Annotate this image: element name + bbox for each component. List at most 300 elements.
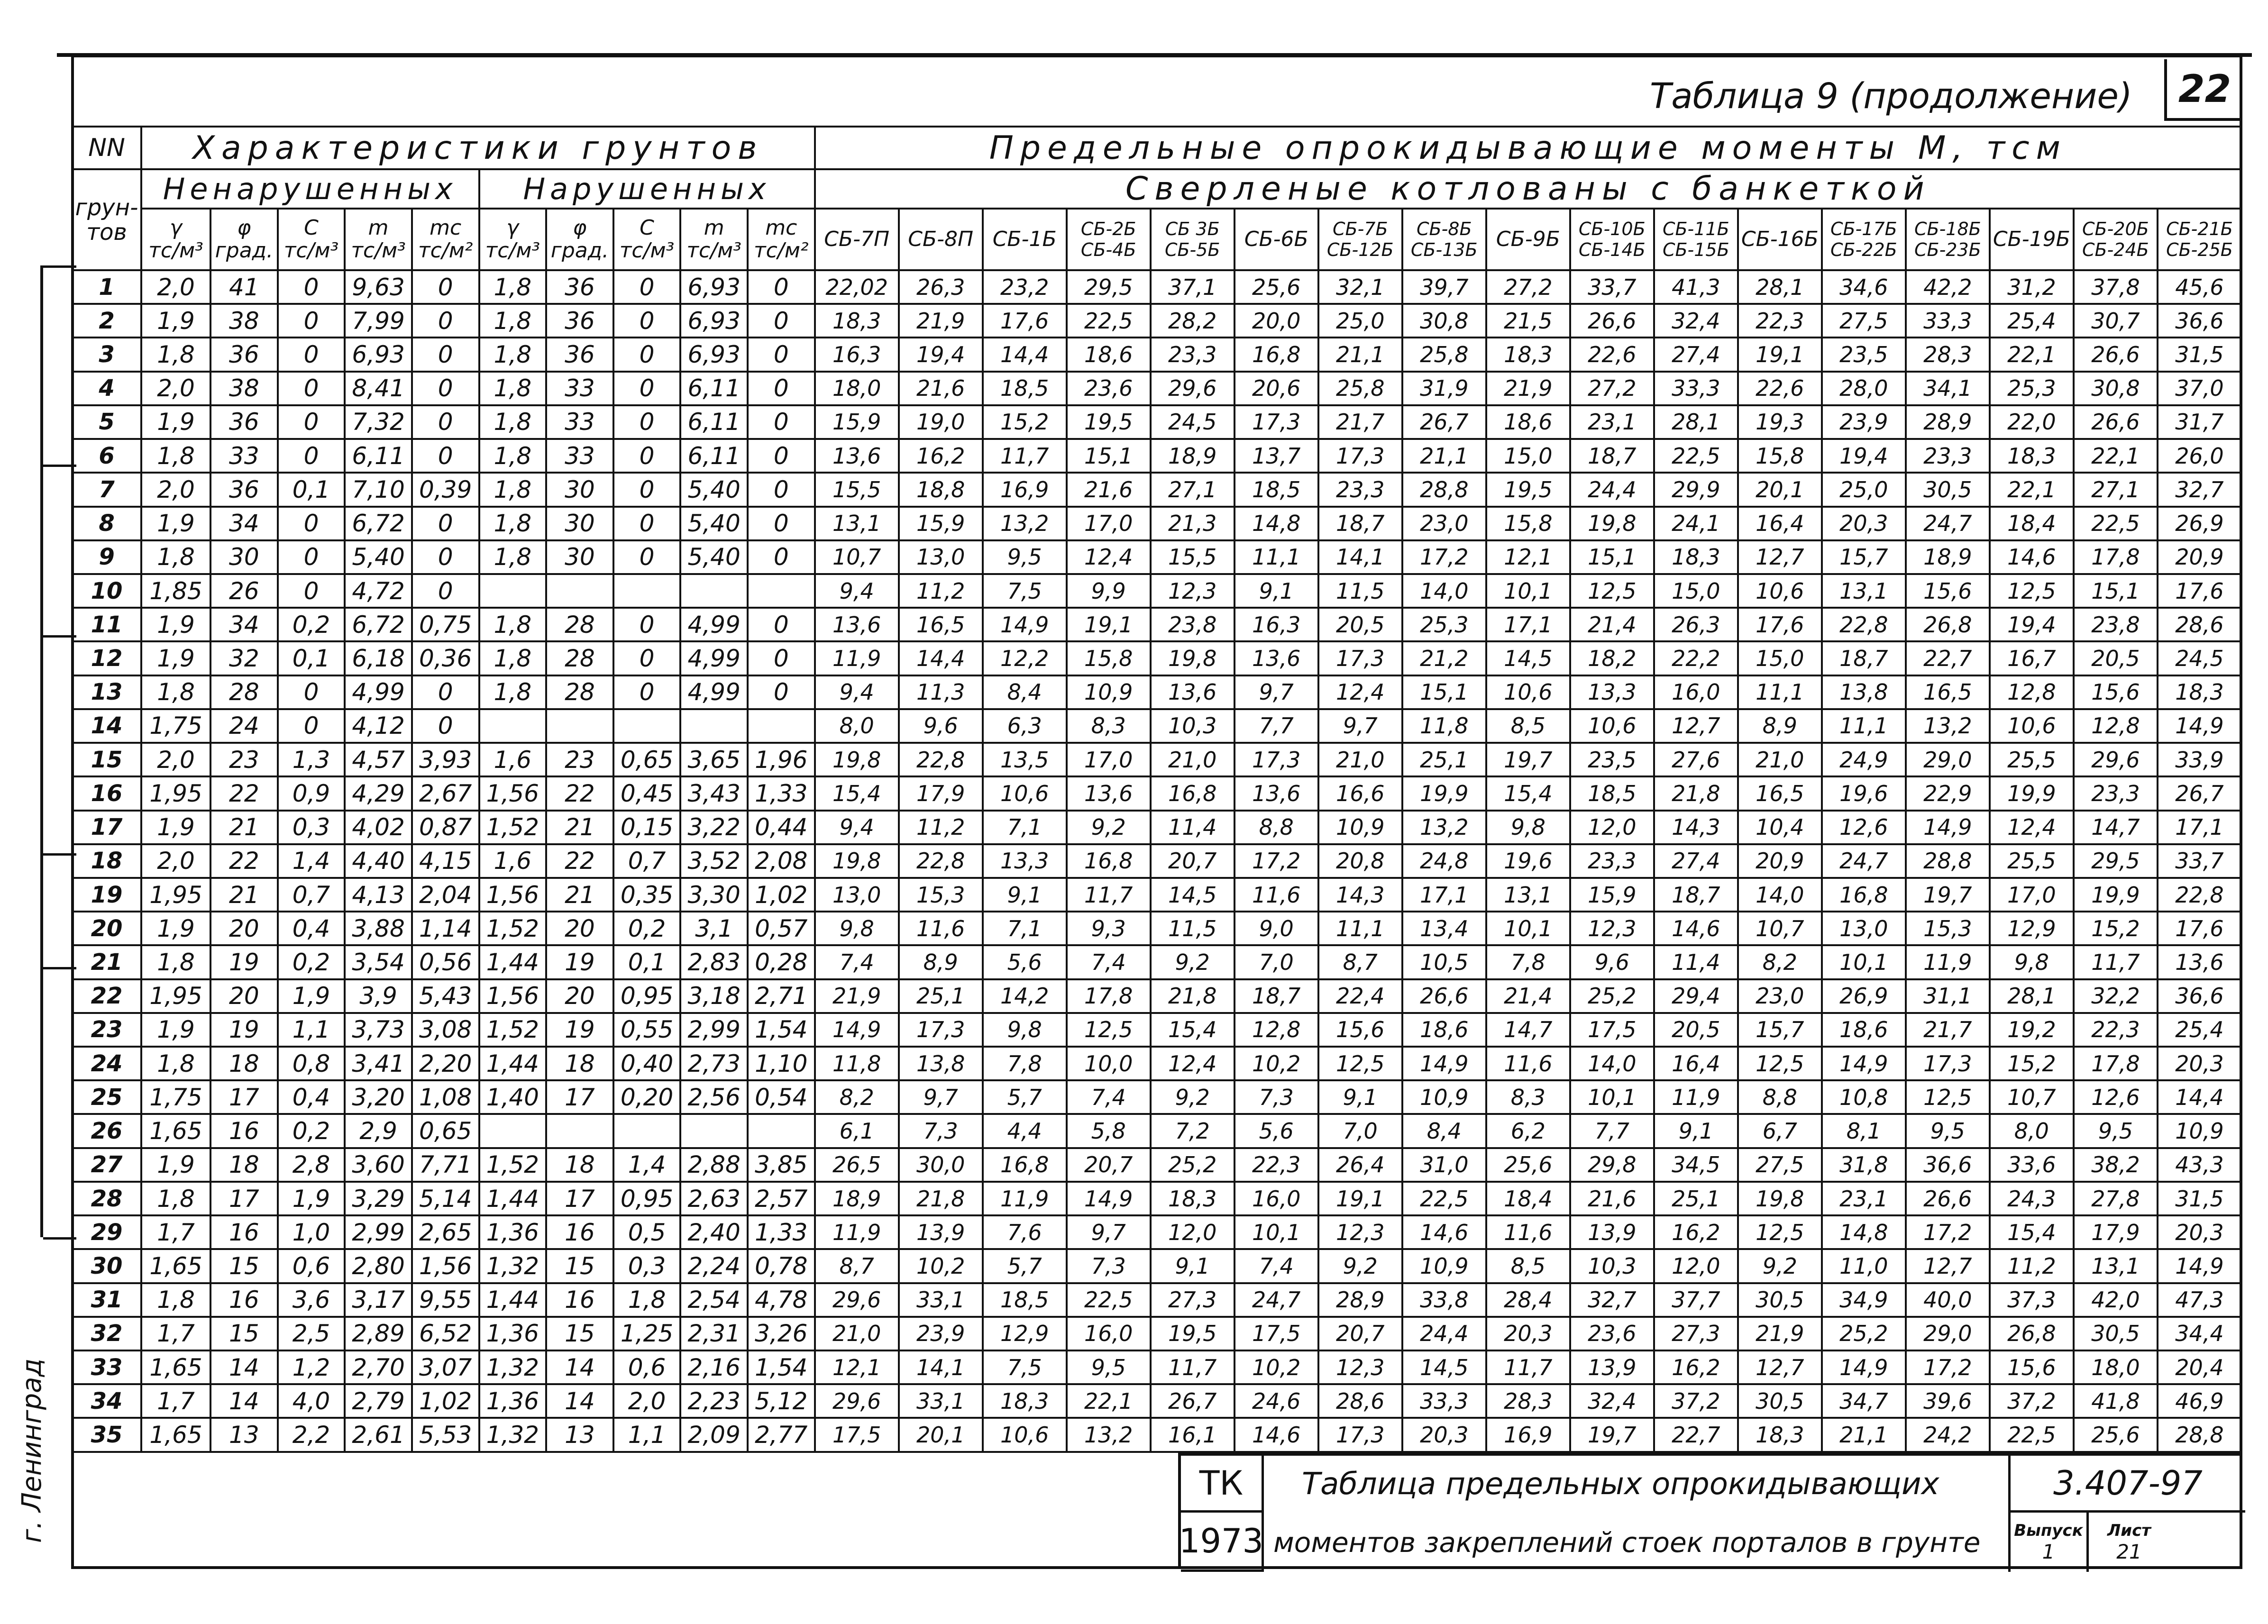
soil-value-cell: 1,52 [479, 1013, 547, 1047]
soil-value-cell: 0 [748, 608, 815, 641]
soil-value-cell: 7,10 [345, 473, 412, 506]
moment-value-cell: 20,6 [1235, 372, 1318, 405]
table-row [72, 709, 2241, 743]
moment-value-cell: 20,7 [1151, 844, 1235, 878]
moment-value-cell: 15,4 [815, 776, 899, 810]
moment-value-cell: 26,8 [1906, 608, 1990, 641]
moment-value-cell: 18,6 [1486, 405, 1570, 439]
moment-value-cell: 9,8 [1990, 945, 2074, 979]
soil-value-cell: 15 [546, 1317, 613, 1350]
soil-value-cell: 1,4 [613, 1148, 681, 1182]
moment-value-cell: 17,2 [1906, 1350, 1990, 1384]
row-number-cell: 7 [72, 473, 141, 506]
moment-value-cell: 26,0 [2158, 439, 2241, 473]
moment-value-cell: 28,9 [1906, 405, 1990, 439]
moment-value-cell: 33,7 [1570, 270, 1654, 304]
moment-value-cell: 26,3 [1654, 608, 1738, 641]
moment-value-cell: 10,9 [1067, 675, 1151, 709]
moment-value-cell: 9,8 [1486, 811, 1570, 844]
moment-value-cell: 29,0 [1906, 743, 1990, 776]
moment-value-cell: 25,1 [1654, 1182, 1738, 1215]
soil-value-cell: 36 [210, 338, 278, 371]
soil-moments-table [71, 126, 2242, 1453]
moment-value-cell: 7,4 [1067, 945, 1151, 979]
table-row [72, 574, 2241, 608]
moment-value-cell: 15,6 [1906, 574, 1990, 608]
moment-value-cell: 36,6 [2158, 979, 2241, 1013]
table-row [72, 811, 2241, 844]
soil-value-cell: 3,9 [345, 979, 412, 1013]
moment-value-cell: 13,6 [1151, 675, 1235, 709]
moment-value-cell: 43,3 [2158, 1148, 2241, 1182]
moment-value-cell: 10,1 [1486, 574, 1570, 608]
soil-value-cell: 0 [278, 338, 345, 371]
moment-value-cell: 13,4 [1402, 912, 1486, 945]
row-number-cell: 20 [72, 912, 141, 945]
moment-value-cell: 14,6 [1654, 912, 1738, 945]
soil-value-cell: 0,2 [278, 608, 345, 641]
moment-value-cell: 18,6 [1067, 338, 1151, 371]
moment-value-cell: 8,3 [1067, 709, 1151, 743]
moment-value-cell: 20,7 [1067, 1148, 1151, 1182]
moment-value-cell: 34,6 [1822, 270, 1906, 304]
soil-value-cell: 19 [210, 1013, 278, 1047]
moment-value-cell: 14,0 [1738, 878, 1822, 912]
soil-value-cell: 0,15 [613, 811, 681, 844]
soil-value-cell: 6,93 [345, 338, 412, 371]
soil-value-cell: 0 [748, 338, 815, 371]
soil-value-cell: 3,85 [748, 1148, 815, 1182]
moment-value-cell: 32,7 [2158, 473, 2241, 506]
soil-value-cell: 2,09 [680, 1418, 748, 1452]
moment-value-cell: 9,7 [899, 1080, 983, 1114]
soil-value-cell: 15 [210, 1249, 278, 1283]
soil-value-cell: 36 [210, 473, 278, 506]
moment-value-cell: 29,8 [1570, 1148, 1654, 1182]
moment-value-cell: 22,1 [1067, 1384, 1151, 1418]
moment-value-cell: 20,1 [1738, 473, 1822, 506]
moment-value-cell: 9,2 [1738, 1249, 1822, 1283]
moment-value-cell: 14,1 [1318, 540, 1402, 574]
moment-value-cell: 9,2 [1151, 945, 1235, 979]
moment-value-cell: 17,6 [983, 304, 1067, 338]
moment-value-cell: 14,9 [815, 1013, 899, 1047]
soil-value-cell: 0 [613, 507, 681, 540]
table-row [72, 1047, 2241, 1080]
soil-value-cell: 1,02 [748, 878, 815, 912]
moment-value-cell: 22,1 [1990, 473, 2074, 506]
moment-value-cell: 21,7 [1906, 1013, 1990, 1047]
moment-value-cell: 22,6 [1738, 372, 1822, 405]
moment-value-cell: 8,8 [1738, 1080, 1822, 1114]
soil-value-cell: 20 [210, 912, 278, 945]
header-moment-col: СБ-20Б СБ-24Б [2074, 209, 2158, 270]
moment-value-cell: 18,7 [1318, 507, 1402, 540]
moment-value-cell: 10,3 [1570, 1249, 1654, 1283]
moment-value-cell: 9,5 [2074, 1114, 2158, 1148]
soil-value-cell: 1,4 [278, 844, 345, 878]
soil-value-cell: 0,2 [278, 945, 345, 979]
moment-value-cell: 21,5 [1486, 304, 1570, 338]
moment-value-cell: 17,3 [1318, 1418, 1402, 1452]
moment-value-cell: 33,7 [2158, 844, 2241, 878]
moment-value-cell: 37,2 [1654, 1384, 1738, 1418]
moment-value-cell: 21,6 [1570, 1182, 1654, 1215]
soil-value-cell: 16 [210, 1114, 278, 1148]
soil-value-cell: 0,8 [278, 1047, 345, 1080]
soil-value-cell: 0 [278, 675, 345, 709]
soil-value-cell: 1,7 [141, 1317, 210, 1350]
table-row [72, 844, 2241, 878]
moment-value-cell: 19,4 [899, 338, 983, 371]
moment-value-cell: 23,0 [1738, 979, 1822, 1013]
header-moment-col: СБ-19Б [1990, 209, 2074, 270]
soil-value-cell: 36 [546, 338, 613, 371]
row-number-cell: 14 [72, 709, 141, 743]
soil-value-cell: 5,12 [748, 1384, 815, 1418]
moment-value-cell: 19,1 [1318, 1182, 1402, 1215]
header-moment-col: СБ-8Б СБ-13Б [1402, 209, 1486, 270]
soil-value-cell: 1,95 [141, 776, 210, 810]
moment-value-cell: 14,5 [1486, 641, 1570, 675]
moment-value-cell: 22,8 [899, 743, 983, 776]
moment-value-cell: 12,5 [1570, 574, 1654, 608]
moment-value-cell: 25,6 [1486, 1148, 1570, 1182]
moment-value-cell: 28,8 [1906, 844, 1990, 878]
moment-value-cell: 11,6 [1235, 878, 1318, 912]
moment-value-cell: 13,9 [1570, 1350, 1654, 1384]
soil-value-cell: 1,9 [141, 405, 210, 439]
moment-value-cell: 21,7 [1318, 405, 1402, 439]
soil-value-cell: 1,8 [141, 1182, 210, 1215]
moment-value-cell: 18,5 [983, 1283, 1067, 1317]
moment-value-cell: 10,5 [1402, 945, 1486, 979]
moment-value-cell: 12,5 [1738, 1215, 1822, 1249]
soil-value-cell: 1,54 [748, 1350, 815, 1384]
moment-value-cell: 18,3 [983, 1384, 1067, 1418]
soil-value-cell: 0 [748, 270, 815, 304]
moment-value-cell: 18,3 [2158, 675, 2241, 709]
moment-value-cell: 15,5 [1151, 540, 1235, 574]
soil-value-cell: 2,0 [141, 372, 210, 405]
moment-value-cell: 14,0 [1570, 1047, 1654, 1080]
soil-value-cell: 1,8 [141, 675, 210, 709]
moment-value-cell: 11,1 [1822, 709, 1906, 743]
soil-value-cell: 38 [210, 372, 278, 405]
moment-value-cell: 13,2 [983, 507, 1067, 540]
soil-value-cell: 1,9 [141, 608, 210, 641]
soil-value-cell: 0 [278, 439, 345, 473]
moment-value-cell: 16,3 [815, 338, 899, 371]
row-number-cell: 23 [72, 1013, 141, 1047]
soil-value-cell: 1,65 [141, 1350, 210, 1384]
moment-value-cell: 9,7 [1235, 675, 1318, 709]
moment-value-cell: 41,3 [1654, 270, 1738, 304]
moment-value-cell: 5,7 [983, 1249, 1067, 1283]
moment-value-cell: 15,6 [1990, 1350, 2074, 1384]
moment-value-cell: 22,3 [2074, 1013, 2158, 1047]
soil-value-cell: 28 [210, 675, 278, 709]
moment-value-cell: 12,0 [1654, 1249, 1738, 1283]
moment-value-cell: 8,2 [1738, 945, 1822, 979]
soil-value-cell: 1,8 [479, 338, 547, 371]
moment-value-cell: 9,4 [815, 574, 899, 608]
moment-value-cell: 29,5 [1067, 270, 1151, 304]
moment-value-cell: 27,6 [1654, 743, 1738, 776]
moment-value-cell: 22,5 [1402, 1182, 1486, 1215]
soil-value-cell: 2,67 [412, 776, 479, 810]
moment-value-cell: 11,7 [983, 439, 1067, 473]
moment-value-cell: 21,6 [899, 372, 983, 405]
moment-value-cell: 16,2 [899, 439, 983, 473]
moment-value-cell: 19,8 [1738, 1182, 1822, 1215]
title-block-org: ТК [1181, 1456, 1264, 1513]
moment-value-cell: 15,5 [815, 473, 899, 506]
moment-value-cell: 17,6 [2158, 912, 2241, 945]
soil-value-cell: 0 [613, 675, 681, 709]
soil-value-cell: 1,02 [412, 1384, 479, 1418]
moment-value-cell: 12,9 [983, 1317, 1067, 1350]
soil-value-cell: 4,02 [345, 811, 412, 844]
moment-value-cell: 34,1 [1906, 372, 1990, 405]
soil-value-cell: 6,11 [680, 439, 748, 473]
soil-value-cell [479, 574, 547, 608]
moment-value-cell: 28,3 [1906, 338, 1990, 371]
soil-value-cell: 0,35 [613, 878, 681, 912]
soil-value-cell: 2,57 [748, 1182, 815, 1215]
moment-value-cell: 10,3 [1151, 709, 1235, 743]
table-row [72, 304, 2241, 338]
moment-value-cell: 26,9 [1822, 979, 1906, 1013]
moment-value-cell: 31,5 [2158, 1182, 2241, 1215]
moment-value-cell: 36,6 [2158, 304, 2241, 338]
moment-value-cell: 23,0 [1402, 507, 1486, 540]
moment-value-cell: 11,5 [1318, 574, 1402, 608]
moment-value-cell: 17,3 [1318, 641, 1402, 675]
soil-value-cell: 14 [210, 1384, 278, 1418]
moment-value-cell: 14,8 [1235, 507, 1318, 540]
soil-value-cell: 18 [210, 1047, 278, 1080]
soil-value-cell: 18 [546, 1047, 613, 1080]
moment-value-cell: 10,7 [1738, 912, 1822, 945]
row-number-cell: 10 [72, 574, 141, 608]
moment-value-cell: 23,3 [1151, 338, 1235, 371]
soil-value-cell: 0,7 [613, 844, 681, 878]
moment-value-cell: 13,2 [1067, 1418, 1151, 1452]
moment-value-cell: 32,1 [1318, 270, 1402, 304]
moment-value-cell: 15,3 [899, 878, 983, 912]
moment-value-cell: 20,3 [1822, 507, 1906, 540]
soil-value-cell: 20 [546, 912, 613, 945]
header-soil-col: mc тс/м² [412, 209, 479, 270]
row-number-cell: 17 [72, 811, 141, 844]
moment-value-cell: 23,6 [1570, 1317, 1654, 1350]
moment-value-cell: 20,7 [1318, 1317, 1402, 1350]
soil-value-cell: 1,52 [479, 912, 547, 945]
table-row [72, 1317, 2241, 1350]
soil-value-cell: 0,87 [412, 811, 479, 844]
moment-value-cell: 14,9 [983, 608, 1067, 641]
row-number-cell: 30 [72, 1249, 141, 1283]
moment-value-cell: 31,5 [2158, 338, 2241, 371]
moment-value-cell: 11,6 [1486, 1215, 1570, 1249]
moment-value-cell: 11,8 [1402, 709, 1486, 743]
moment-value-cell: 10,9 [1402, 1080, 1486, 1114]
soil-value-cell: 1,8 [479, 641, 547, 675]
soil-value-cell: 1,8 [141, 945, 210, 979]
moment-value-cell: 28,8 [2158, 1418, 2241, 1452]
soil-value-cell: 0,1 [613, 945, 681, 979]
moment-value-cell: 28,8 [1402, 473, 1486, 506]
moment-value-cell: 13,6 [1235, 776, 1318, 810]
moment-value-cell: 17,5 [815, 1418, 899, 1452]
row-number-cell: 3 [72, 338, 141, 371]
moment-value-cell: 12,5 [1318, 1047, 1402, 1080]
soil-value-cell: 0,45 [613, 776, 681, 810]
moment-value-cell: 26,4 [1318, 1148, 1402, 1182]
moment-value-cell: 12,4 [1990, 811, 2074, 844]
moment-value-cell: 22,9 [1906, 776, 1990, 810]
moment-value-cell: 9,7 [1067, 1215, 1151, 1249]
table-row [72, 1148, 2241, 1182]
moment-value-cell: 15,8 [1486, 507, 1570, 540]
soil-value-cell: 4,12 [345, 709, 412, 743]
soil-value-cell: 1,8 [479, 405, 547, 439]
moment-value-cell: 18,7 [1570, 439, 1654, 473]
moment-value-cell: 10,0 [1067, 1047, 1151, 1080]
moment-value-cell: 21,9 [1486, 372, 1570, 405]
soil-value-cell: 0 [412, 304, 479, 338]
soil-value-cell: 0,3 [278, 811, 345, 844]
moment-value-cell: 19,8 [815, 844, 899, 878]
moment-value-cell: 19,7 [1486, 743, 1570, 776]
moment-value-cell: 14,6 [1235, 1418, 1318, 1452]
header-moment-col: СБ-21Б СБ-25Б [2158, 209, 2241, 270]
soil-value-cell: 14 [210, 1350, 278, 1384]
moment-value-cell: 12,4 [1151, 1047, 1235, 1080]
soil-value-cell: 2,0 [613, 1384, 681, 1418]
row-number-cell: 13 [72, 675, 141, 709]
soil-value-cell: 1,95 [141, 979, 210, 1013]
moment-value-cell: 12,0 [1151, 1215, 1235, 1249]
soil-value-cell: 16 [546, 1283, 613, 1317]
moment-value-cell: 10,1 [1235, 1215, 1318, 1249]
soil-value-cell: 6,72 [345, 608, 412, 641]
moment-value-cell: 8,2 [815, 1080, 899, 1114]
soil-value-cell: 6,93 [680, 338, 748, 371]
soil-value-cell: 18 [210, 1148, 278, 1182]
row-number-cell: 12 [72, 641, 141, 675]
moment-value-cell: 23,8 [1151, 608, 1235, 641]
moment-value-cell: 9,1 [1318, 1080, 1402, 1114]
moment-value-cell: 31,0 [1402, 1148, 1486, 1182]
soil-value-cell: 0 [412, 270, 479, 304]
moment-value-cell: 27,5 [1822, 304, 1906, 338]
soil-value-cell: 2,99 [345, 1215, 412, 1249]
moment-value-cell: 18,3 [1654, 540, 1738, 574]
moment-value-cell: 28,6 [1318, 1384, 1402, 1418]
soil-value-cell: 1,36 [479, 1317, 547, 1350]
moment-value-cell: 16,4 [1654, 1047, 1738, 1080]
soil-value-cell: 9,55 [412, 1283, 479, 1317]
moment-value-cell: 27,3 [1151, 1283, 1235, 1317]
soil-value-cell: 2,40 [680, 1215, 748, 1249]
row-number-cell: 18 [72, 844, 141, 878]
moment-value-cell: 26,6 [2074, 338, 2158, 371]
moment-value-cell: 25,6 [1235, 270, 1318, 304]
soil-value-cell [613, 574, 681, 608]
moment-value-cell: 6,7 [1738, 1114, 1822, 1148]
soil-value-cell: 1,40 [479, 1080, 547, 1114]
soil-value-cell: 0,95 [613, 979, 681, 1013]
moment-value-cell: 9,2 [1151, 1080, 1235, 1114]
moment-value-cell: 21,1 [1822, 1418, 1906, 1452]
moment-value-cell: 15,7 [1738, 1013, 1822, 1047]
soil-value-cell: 2,99 [680, 1013, 748, 1047]
moment-value-cell: 18,5 [1235, 473, 1318, 506]
soil-value-cell: 1,9 [141, 811, 210, 844]
soil-value-cell: 1,14 [412, 912, 479, 945]
table-row [72, 641, 2241, 675]
soil-value-cell: 0 [748, 405, 815, 439]
moment-value-cell: 10,6 [1738, 574, 1822, 608]
soil-value-cell: 1,8 [141, 338, 210, 371]
moment-value-cell: 17,1 [1402, 878, 1486, 912]
row-number-cell: 9 [72, 540, 141, 574]
moment-value-cell: 18,3 [815, 304, 899, 338]
moment-value-cell: 19,5 [1486, 473, 1570, 506]
soil-value-cell: 1,25 [613, 1317, 681, 1350]
moment-value-cell: 42,2 [1906, 270, 1990, 304]
moment-value-cell: 10,1 [1486, 912, 1570, 945]
soil-value-cell: 0 [748, 473, 815, 506]
moment-value-cell: 9,4 [815, 811, 899, 844]
soil-value-cell: 1,44 [479, 1283, 547, 1317]
moment-value-cell: 28,2 [1151, 304, 1235, 338]
soil-value-cell: 3,22 [680, 811, 748, 844]
moment-value-cell: 10,7 [815, 540, 899, 574]
soil-value-cell: 1,9 [141, 912, 210, 945]
moment-value-cell: 11,9 [815, 641, 899, 675]
soil-value-cell: 2,63 [680, 1182, 748, 1215]
moment-value-cell: 40,0 [1906, 1283, 1990, 1317]
moment-value-cell: 42,0 [2074, 1283, 2158, 1317]
moment-value-cell: 33,3 [1906, 304, 1990, 338]
title-block-sheet [2089, 1513, 2169, 1572]
soil-value-cell: 3,88 [345, 912, 412, 945]
row-number-cell: 35 [72, 1418, 141, 1452]
soil-value-cell: 36 [546, 304, 613, 338]
moment-value-cell: 13,1 [815, 507, 899, 540]
soil-value-cell: 0,56 [412, 945, 479, 979]
soil-value-cell: 20 [546, 979, 613, 1013]
moment-value-cell: 7,8 [983, 1047, 1067, 1080]
moment-value-cell: 17,3 [1235, 405, 1318, 439]
table-row [72, 372, 2241, 405]
soil-value-cell: 41 [210, 270, 278, 304]
soil-value-cell: 1,95 [141, 878, 210, 912]
moment-value-cell: 19,1 [1738, 338, 1822, 371]
soil-value-cell [680, 574, 748, 608]
header-disturbed: Нарушенных [479, 169, 815, 209]
moment-value-cell: 33,1 [899, 1384, 983, 1418]
soil-value-cell: 5,40 [345, 540, 412, 574]
soil-value-cell: 2,80 [345, 1249, 412, 1283]
row-number-cell: 27 [72, 1148, 141, 1182]
soil-value-cell: 3,54 [345, 945, 412, 979]
moment-value-cell: 24,5 [2158, 641, 2241, 675]
moment-value-cell: 22,1 [2074, 439, 2158, 473]
